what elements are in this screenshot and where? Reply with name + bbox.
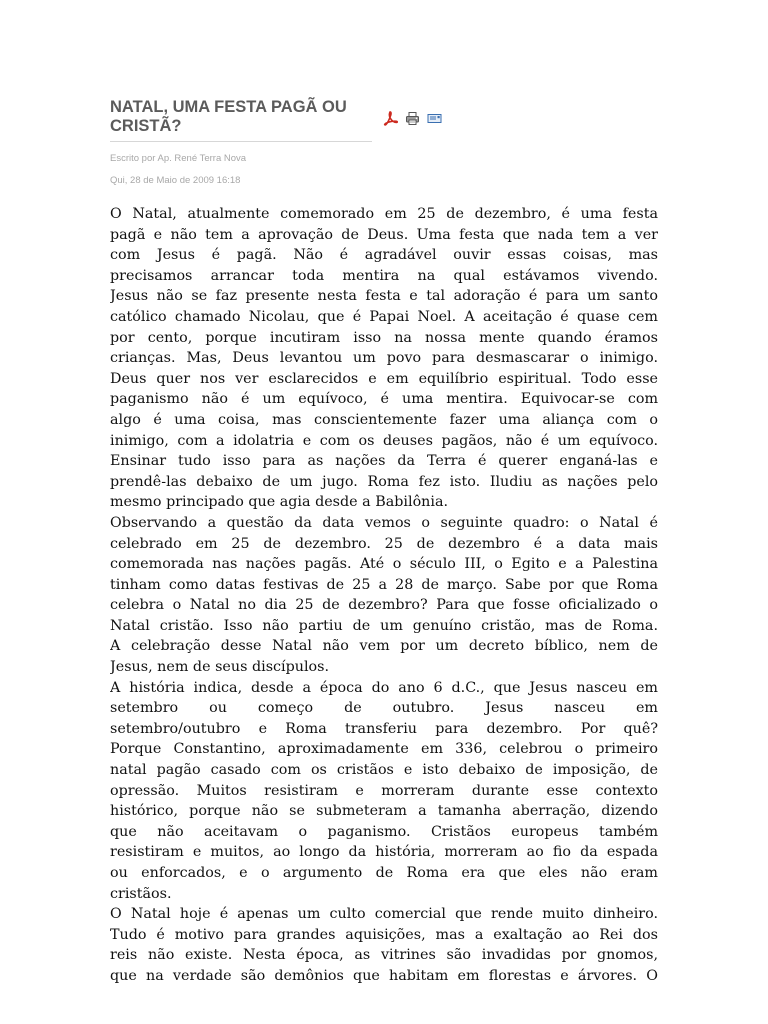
article-body bbox=[110, 204, 658, 987]
article-line: tinham como datas festivas de 25 a 28 de março. Sabe por que Roma bbox=[110, 576, 658, 593]
article-line: comemorada nas nações pagãs. Até o século III, o Egito e a Palestina bbox=[110, 556, 658, 573]
article-line: crianças. Mas, Deus levantou um povo para desmascarar o inimigo. bbox=[110, 350, 658, 367]
pdf-icon[interactable] bbox=[383, 111, 398, 126]
article-line: Jesus, nem de seus discípulos. bbox=[110, 659, 330, 676]
article-date: Qui, 28 de Maio de 2009 16:18 bbox=[110, 175, 241, 186]
article-line: mesmo principado que agia desde a Babilônia. bbox=[110, 494, 449, 511]
article-line: setembro/outubro e Roma transferiu para dezembro. Por quê? bbox=[110, 720, 658, 737]
article-author: Escrito por Ap. René Terra Nova bbox=[110, 153, 247, 164]
article-line: Observando a questão da data vemos o seguinte quadro: o Natal é bbox=[110, 514, 658, 531]
article-line: precisamos arrancar toda mentira na qual estávamos vivendo. bbox=[110, 267, 658, 284]
print-icon[interactable] bbox=[405, 111, 420, 126]
article-line: celebrado em 25 de dezembro. 25 de dezembro é a data mais bbox=[110, 535, 658, 552]
article-line: que na verdade são demônios que habitam em florestas e árvores. O bbox=[110, 967, 658, 984]
article-toolbar bbox=[383, 110, 449, 126]
article-line: Deus quer nos ver esclarecidos e em equilíbrio espiritual. Todo esse bbox=[110, 370, 658, 387]
article-line: ou enforcados, e o argumento de Roma era que eles não eram bbox=[110, 865, 658, 881]
article-line: Porque Constantino, aproximadamente em 336, celebrou o primeiro bbox=[110, 741, 658, 758]
article-line: Jesus não se faz presente nesta festa e tal adoração é para um santo bbox=[110, 288, 658, 305]
article-line: resistiram e muitos, ao longo da história, morreram ao fio da espada bbox=[110, 844, 658, 861]
article-line: católico chamado Nicolau, que é Papai Noel. A aceitação é quase cem bbox=[110, 308, 658, 325]
article-line: pagã e não tem a aprovação de Deus. Uma festa que nada tem a ver bbox=[110, 226, 658, 243]
article-line: inimigo, com a idolatria e com os deuses pagãos, não é um equívoco. bbox=[110, 432, 658, 449]
article-line: setembro ou começo de outubro. Jesus nasceu em bbox=[110, 700, 658, 717]
article-line: A celebração desse Natal não vem por um decreto bíblico, nem de bbox=[110, 638, 658, 655]
article-line: que não aceitavam o paganismo. Cristãos europeus também bbox=[110, 823, 658, 840]
article-line: natal pagão casado com os cristãos e isto debaixo de imposição, de bbox=[110, 762, 658, 779]
article-line: celebra o Natal no dia 25 de dezembro? Para que fosse oficializado o bbox=[110, 597, 658, 614]
article-line: prendê-las debaixo de um jugo. Roma fez isto. Iludiu as nações pelo bbox=[110, 473, 658, 490]
article-line: reis não existe. Nesta época, as vitrines são invadidas por gnomos, bbox=[110, 947, 658, 964]
article-line: A história indica, desde a época do ano 6 d.C., que Jesus nasceu em bbox=[110, 679, 658, 696]
article-line: O Natal, atualmente comemorado em 25 de dezembro, é uma festa bbox=[110, 206, 658, 222]
article-line: por cento, porque incutiram isso na nossa mente quando éramos bbox=[110, 329, 658, 346]
article-line: O Natal hoje é apenas um culto comercial que rende muito dinheiro. bbox=[110, 906, 658, 923]
article-line: Ensinar tudo isso para as nações da Terra é querer enganá-las e bbox=[110, 453, 658, 470]
email-icon[interactable] bbox=[427, 111, 442, 126]
article-line: algo é uma coisa, mas conscientemente fazer uma aliança com o bbox=[110, 411, 658, 428]
article-line: cristãos. bbox=[110, 885, 172, 902]
article-line: histórico, porque não se submeteram a tamanha aberração, dizendo bbox=[110, 803, 658, 820]
article-line: paganismo não é um equívoco, é uma mentira. Equivocar-se com bbox=[110, 391, 658, 408]
article-line: Tudo é motivo para grandes aquisições, mas a exaltação ao Rei dos bbox=[110, 926, 658, 943]
article-header bbox=[110, 98, 372, 142]
page-title: NATAL, UMA FESTA PAGÃ OU CRISTÃ? bbox=[110, 98, 347, 135]
article-line: Natal cristão. Isso não partiu de um genuíno cristão, mas de Roma. bbox=[110, 617, 658, 634]
article-line: opressão. Muitos resistiram e morreram durante esse contexto bbox=[110, 782, 658, 799]
article-line: com Jesus é pagã. Não é agradável ouvir essas coisas, mas bbox=[110, 247, 658, 264]
